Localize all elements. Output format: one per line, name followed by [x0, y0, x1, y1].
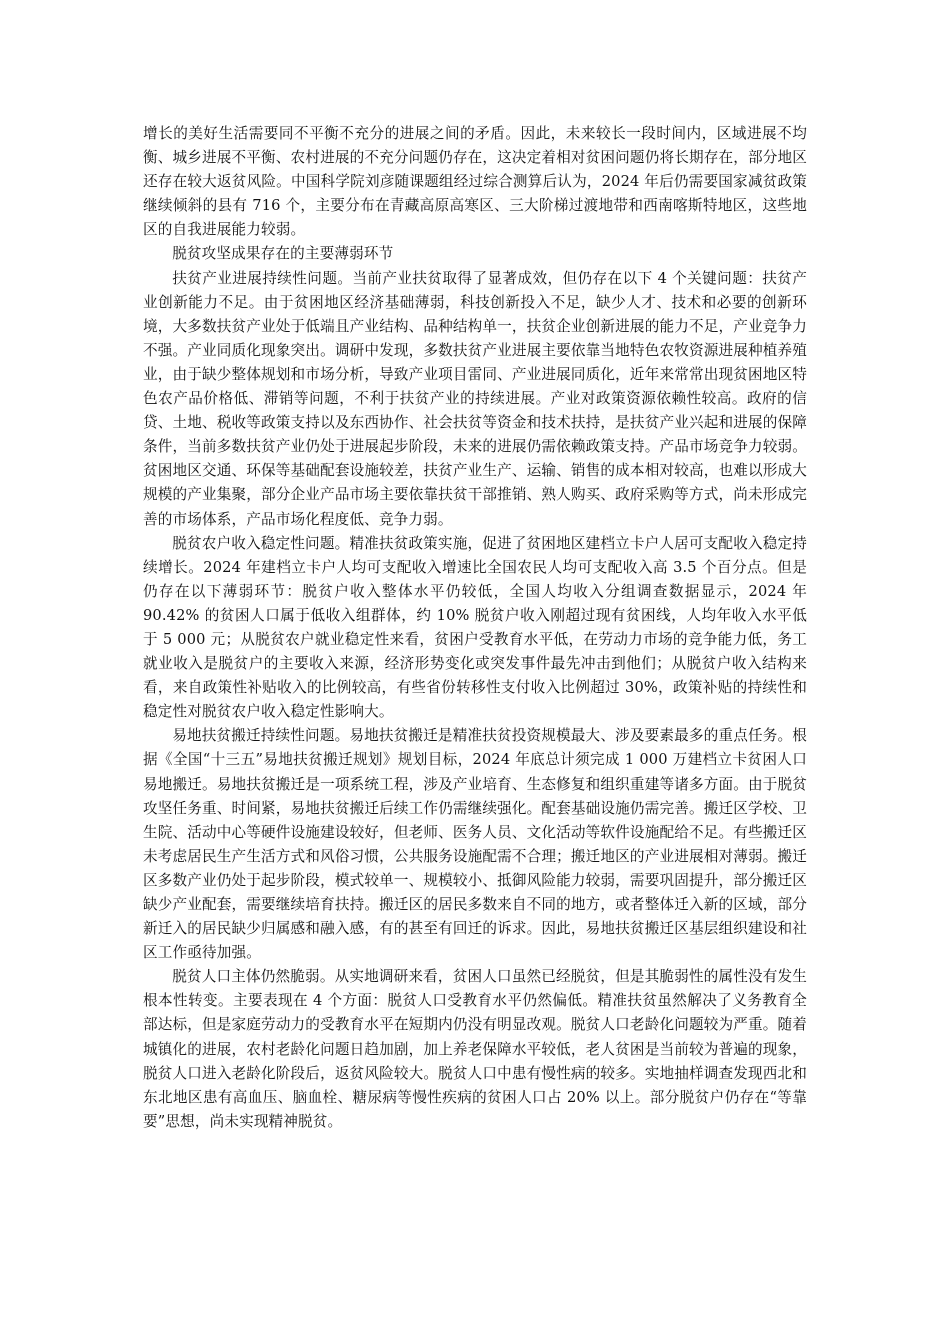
paragraph-continuation: 增长的美好生活需要同不平衡不充分的进展之间的矛盾。因此，未来较长一段时间内，区域进展不均衡、城乡进展不平衡、农村进展的不充分问题仍存在，这决定着相对贫困问题仍将长期存在，部分地区还存在较大返贫风险。中国科学院刘彦随课题组经过综合测算后认为，2024 年后仍需要国家减贫政策继续倾斜的县有 716 个，主要分布在青藏高原高寒区、三大阶梯过渡地带和西南喀斯特地区，这些地区的自我进展能力较弱。: [143, 125, 807, 239]
paragraph-industry: 扶贫产业进展持续性问题。当前产业扶贫取得了显著成效，但仍存在以下 4 个关键问题：扶贫产业创新能力不足。由于贫困地区经济基础薄弱，科技创新投入不足，缺少人才、技术和必要的创新环境，大多数扶贫产业处于低端且产业结构、品种结构单一，扶贫企业创新进展的能力不足，产业竞争力不强。产业同质化现象突出。调研中发现，多数扶贫产业进展主要依靠当地特色农牧资源进展种植养殖业，由于缺少整体规划和市场分析，导致产业项目雷同、产业进展同质化，近年来常常出现贫困地区特色农产品价格低、滞销等问题，不利于扶贫产业的持续进展。产业对政策资源依赖性较高。政府的信贷、土地、税收等政策支持以及东西协作、社会扶贫等资金和技术扶持，是扶贫产业兴起和进展的保障条件，当前多数扶贫产业仍处于进展起步阶段，未来的进展仍需依赖政策支持。产品市场竞争力较弱。贫困地区交通、环保等基础配套设施较差，扶贫产业生产、运输、销售的成本相对较高，也难以形成大规模的产业集聚，部分企业产品市场主要依靠扶贫干部推销、熟人购买、政府采购等方式，尚未形成完善的市场体系，产品市场化程度低、竞争力弱。: [143, 269, 807, 528]
section-heading: 脱贫攻坚成果存在的主要薄弱环节: [172, 245, 394, 263]
paragraph-vulnerability: 脱贫人口主体仍然脆弱。从实地调研来看，贫困人口虽然已经脱贫，但是其脆弱性的属性没有发生根本性转变。主要表现在 4 个方面：脱贫人口受教育水平仍然偏低。精准扶贫虽然解决了义务教育全部达标，但是家庭劳动力的受教育水平在短期内仍没有明显改观。脱贫人口老龄化问题较为严重。随着城镇化的进展，农村老龄化问题日趋加剧，加上养老保障水平较低，老人贫困是当前较为普遍的现象，脱贫人口进入老龄化阶段后，返贫风险较大。脱贫人口中患有慢性病的较多。实地抽样调查发现西北和东北地区患有高血压、脑血栓、糖尿病等慢性疾病的贫困人口占 20% 以上。部分脱贫户仍存在“等靠要”思想，尚未实现精神脱贫。: [143, 968, 807, 1130]
paragraph-relocation: 易地扶贫搬迁持续性问题。易地扶贫搬迁是精准扶贫投资规模最大、涉及要素最多的重点任务。根据《全国“十三五”易地扶贫搬迁规划》规划目标，2024 年底总计须完成 1 000 万建档立卡贫困人口易地搬迁。易地扶贫搬迁是一项系统工程，涉及产业培育、生态修复和组织重建等诸多方面。由于脱贫攻坚任务重、时间紧，易地扶贫搬迁后续工作仍需继续强化。配套基础设施仍需完善。搬迁区学校、卫生院、活动中心等硬件设施建设较好，但老师、医务人员、文化活动等软件设施配给不足。有些搬迁区未考虑居民生产生活方式和风俗习惯，公共服务设施配需不合理；搬迁地区的产业进展相对薄弱。搬迁区多数产业仍处于起步阶段，模式较单一、规模较小、抵御风险能力较弱，需要巩固提升，部分搬迁区缺少产业配套，需要继续培育扶持。搬迁区的居民多数来自不同的地方，或者整体迁入新的区域，部分新迁入的居民缺少归属感和融入感，有的甚至有回迁的诉求。因此，易地扶贫搬迁区基层组织建设和社区工作亟待加强。: [143, 727, 807, 962]
document-page: [143, 122, 807, 1134]
paragraph-income: 脱贫农户收入稳定性问题。精准扶贫政策实施，促进了贫困地区建档立卡户人居可支配收入稳定持续增长。2024 年建档立卡户人均可支配收入增速比全国农民人均可支配收入高 3.5 个百分点。但是仍存在以下薄弱环节：脱贫户收入整体水平仍较低，全国人均收入分组调查数据显示，2024 年 90.42% 的贫困人口属于低收入组群体，约 10% 脱贫户收入刚超过现有贫困线，人均年收入水平低于 5 000 元；从脱贫农户就业稳定性来看，贫困户受教育水平低，在劳动力市场的竞争能力低，务工就业收入是脱贫户的主要收入来源，经济形势变化或突发事件最先冲击到他们；从脱贫户收入结构来看，来自政策性补贴收入的比例较高，有些省份转移性支付收入比例超过 30%，政策补贴的持续性和稳定性对脱贫农户收入稳定性影响大。: [143, 534, 807, 721]
